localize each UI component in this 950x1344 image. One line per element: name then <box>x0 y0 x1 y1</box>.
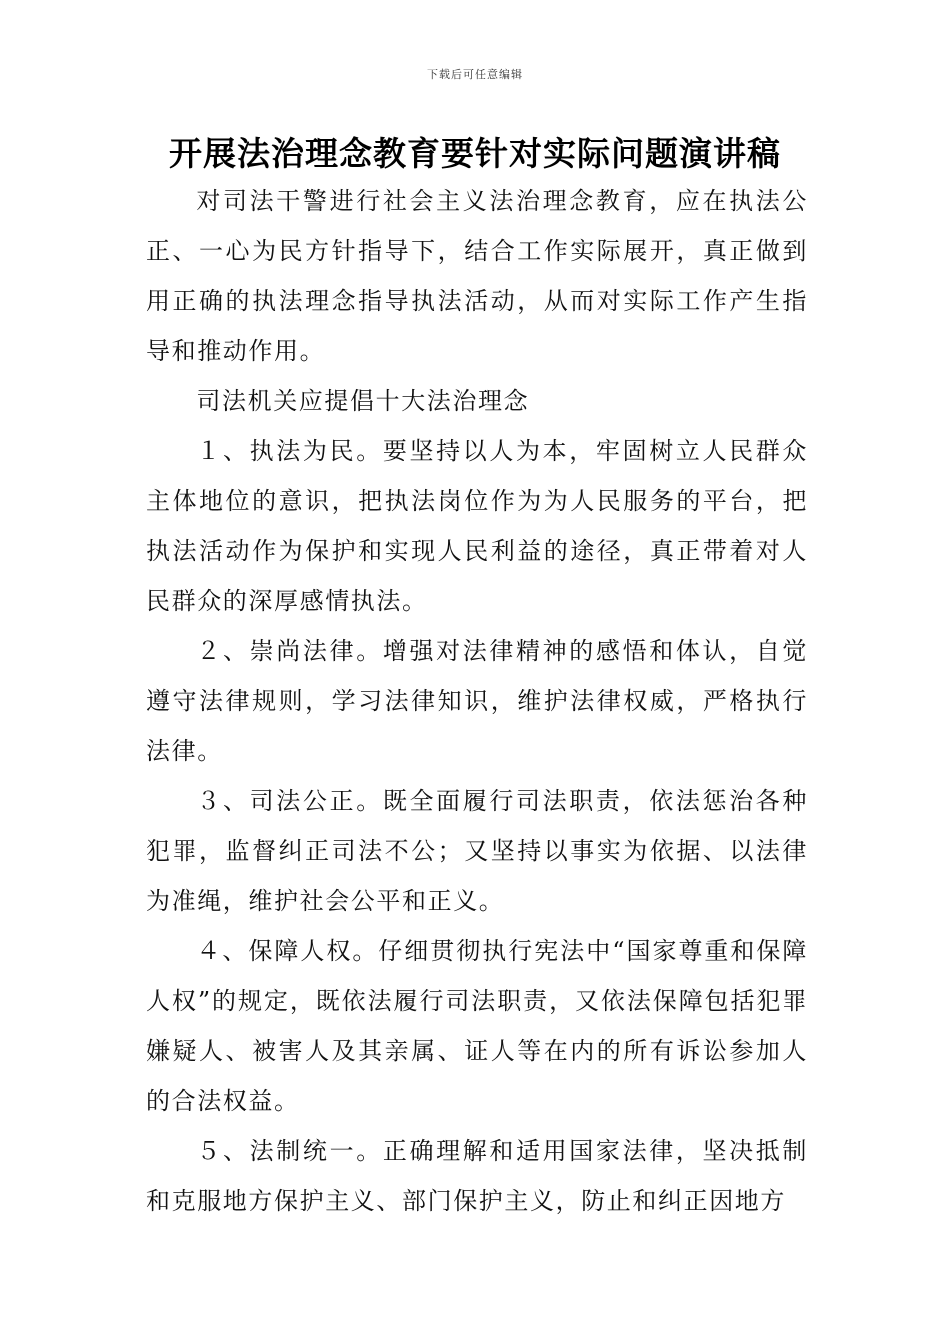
header-note: 下载后可任意编辑 <box>427 68 523 81</box>
paragraph-item-4: ４、保障人权。仔细贯彻执行宪法中“国家尊重和保障人权”的规定，既依法履行司法职责，又依法保障包括犯罪嫌疑人、被害人及其亲属、证人等在内的所有诉讼参加人的合法权益。 <box>146 937 808 1115</box>
document-body <box>146 176 808 1226</box>
paragraph-item-2: ２、崇尚法律。增强对法律精神的感悟和体认，自觉遵守法律规则，学习法律知识，维护法律权威，严格执行法律。 <box>146 637 808 765</box>
paragraph-intro: 对司法干警进行社会主义法治理念教育，应在执法公正、一心为民方针指导下，结合工作实际展开，真正做到用正确的执法理念指导执法活动，从而对实际工作产生指导和推动作用。 <box>146 187 808 365</box>
document-title: 开展法治理念教育要针对实际问题演讲稿 <box>169 134 781 173</box>
paragraph-item-1: １、执法为民。要坚持以人为本，牢固树立人民群众主体地位的意识，把执法岗位作为为人民服务的平台，把执法活动作为保护和实现人民利益的途径，真正带着对人民群众的深厚感情执法。 <box>146 437 808 615</box>
paragraph-section-heading: 司法机关应提倡十大法治理念 <box>196 387 530 415</box>
paragraph-item-3: ３、司法公正。既全面履行司法职责，依法惩治各种犯罪，监督纠正司法不公；又坚持以事实为依据、以法律为准绳，维护社会公平和正义。 <box>146 787 808 915</box>
paragraph-item-5: ５、法制统一。正确理解和适用国家法律，坚决抵制和克服地方保护主义、部门保护主义，防止和纠正因地方 <box>146 1137 808 1215</box>
